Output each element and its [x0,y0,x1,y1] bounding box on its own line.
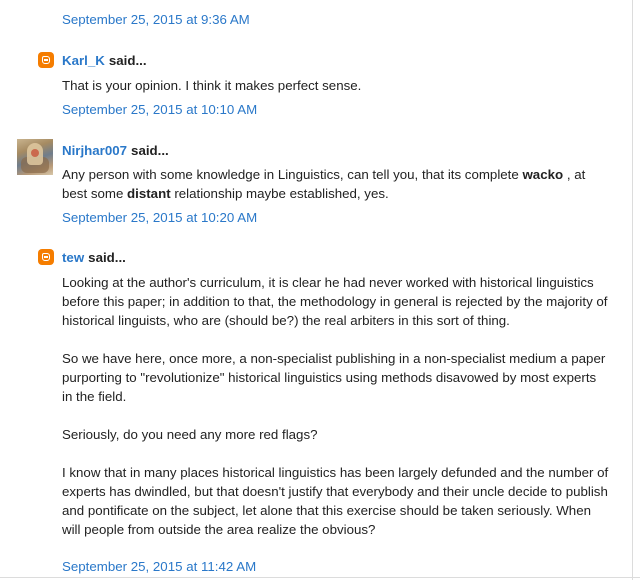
blogger-icon [38,52,54,68]
comment-body [62,165,610,203]
comment-author-link[interactable]: Nirjhar007 [62,142,128,158]
said-label: said... [131,142,169,158]
comment-timestamp-link[interactable]: September 25, 2015 at 11:42 AM [62,559,257,574]
comment-text: Any person with some knowledge in Linguistics, can tell you, that its complete wacko , at best some distant relationship maybe established, yes. [62,167,586,201]
comment-body [62,76,610,95]
page-border [0,577,640,578]
blogger-icon [38,249,54,265]
emphasis-text: distant [127,186,171,201]
comment-timestamp-link[interactable]: September 25, 2015 at 10:10 AM [62,102,258,117]
comment-header [38,247,126,267]
comment-author-link[interactable]: tew [62,249,85,265]
said-label: said... [88,249,126,265]
comment-header [38,50,147,70]
said-label: said... [108,52,147,68]
emphasis-text: wacko [522,167,564,182]
page-border [632,0,633,580]
comment-text: That is your opinion. I think it makes perfect sense. [62,78,362,93]
comment-timestamp-link[interactable]: September 25, 2015 at 9:36 AM [62,12,250,27]
comment-paragraph: Looking at the author's curriculum, it is clear he had never worked with historical linguistics before this paper; in addition to that, the methodology in general is rejected by the majority of historical linguists, who are (should be?) the real arbiters in this sort of thing. [62,275,608,328]
comment-timestamp-link[interactable]: September 25, 2015 at 10:20 AM [62,210,258,225]
comment-header [62,140,169,160]
comment-body [62,273,610,539]
comment-paragraph: So we have here, once more, a non-specialist publishing in a non-specialist medium a paper purporting to "revolutionize" historical linguistics using methods disavowed by most experts in the field. [62,351,606,404]
comment-paragraph: I know that in many places historical linguistics has been largely defunded and the number of experts has dwindled, but that doesn't justify that everybody and their uncle decide to publish and pontificate on the subject, let alone that this exercise should be taken seriously. When will people from outside the area realize the obvious? [62,465,609,537]
comment-paragraph: Seriously, do you need any more red flags? [62,427,318,442]
avatar[interactable] [17,139,53,175]
comment-author-link[interactable]: Karl_K [62,52,105,68]
